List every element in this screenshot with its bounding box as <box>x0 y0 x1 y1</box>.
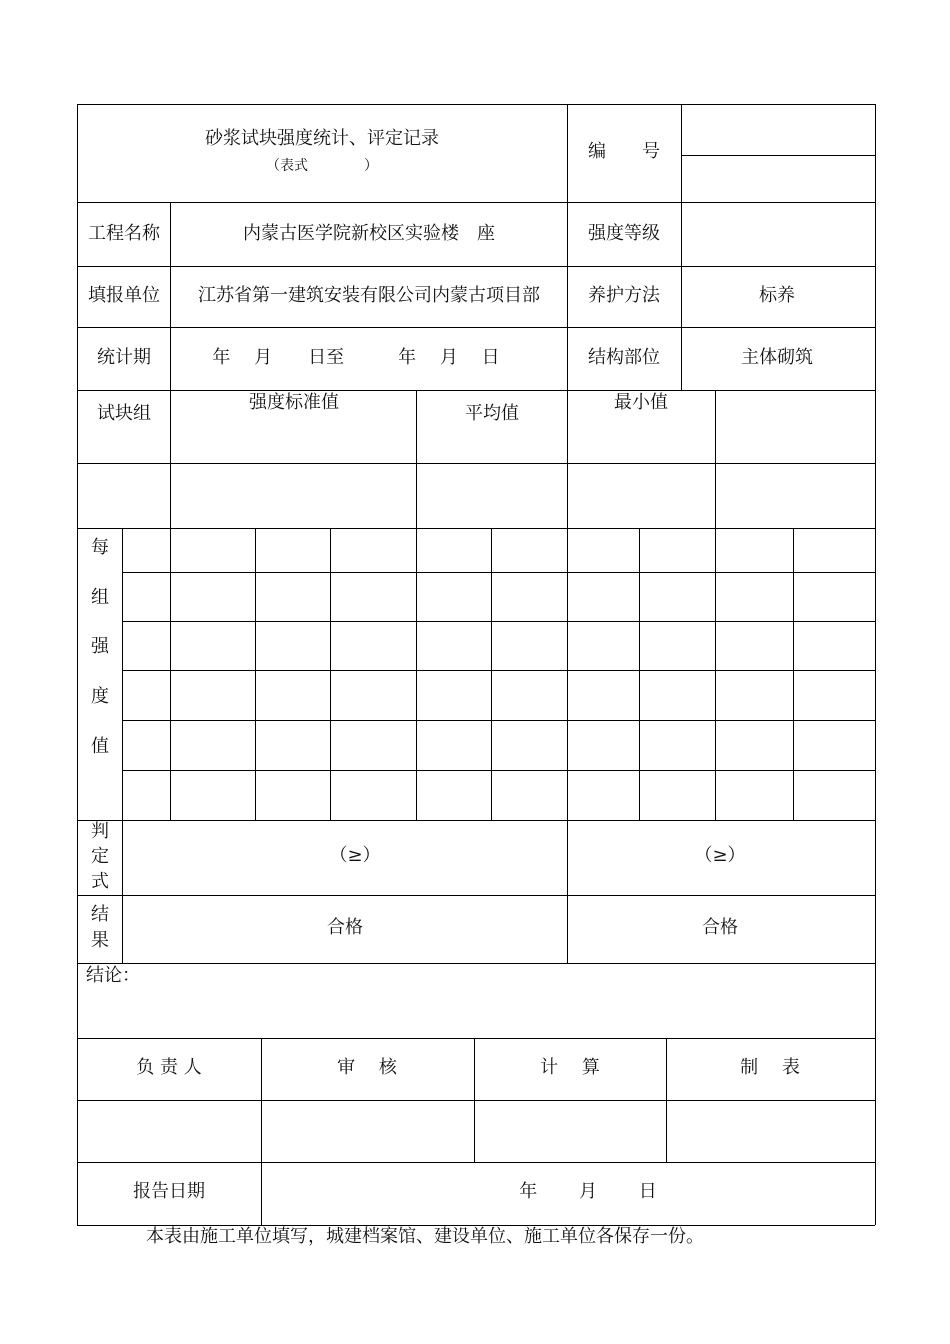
period-value: 年 月 日至 年 月 日 <box>212 347 500 368</box>
col-line <box>567 104 568 390</box>
row-line <box>77 202 875 203</box>
values-char: 每 <box>91 537 109 558</box>
period-label: 统计期 <box>97 347 151 368</box>
judgement-right: （≥） <box>694 845 746 866</box>
sign-col-line <box>666 1038 667 1162</box>
result-left: 合格 <box>327 917 363 938</box>
std-value-label: 强度标准值 <box>249 392 339 413</box>
col-line <box>416 390 417 528</box>
grid-col-line <box>491 528 492 820</box>
values-char: 度 <box>91 686 109 707</box>
form-title: 砂浆试块强度统计、评定记录 <box>205 128 439 149</box>
row-line <box>77 1100 875 1101</box>
col-line <box>567 390 568 528</box>
report-date-label: 报告日期 <box>133 1181 205 1202</box>
border-left <box>77 104 78 1225</box>
row-line <box>77 327 875 328</box>
row-line <box>77 528 875 529</box>
col-line <box>681 104 682 390</box>
row-line <box>77 1038 875 1039</box>
border-right <box>875 104 876 1225</box>
grid-row-line <box>122 720 875 721</box>
judgement-char: 定 <box>91 846 109 867</box>
tabulate-label: 制 表 <box>740 1057 800 1078</box>
grid-col-line <box>793 528 794 820</box>
grid-col-line <box>567 528 568 963</box>
grid-row-line <box>122 621 875 622</box>
group-label: 试块组 <box>97 403 151 424</box>
row-line <box>77 895 875 896</box>
sign-col-line <box>261 1038 262 1225</box>
conclusion-label: 结论： <box>86 965 140 986</box>
min-label: 最小值 <box>614 392 668 413</box>
reporter-value: 江苏省第一建筑安装有限公司内蒙古项目部 <box>198 285 540 306</box>
result-right: 合格 <box>702 917 738 938</box>
col-line <box>170 202 171 528</box>
values-char: 组 <box>91 587 109 608</box>
number-divider <box>681 155 875 156</box>
report-date-value: 年 月 日 <box>519 1181 657 1202</box>
values-char: 值 <box>91 736 109 757</box>
row-line <box>77 820 875 821</box>
values-char: 强 <box>91 636 109 657</box>
grid-col-line <box>170 528 171 820</box>
grid-col-line <box>330 528 331 820</box>
grid-col-line <box>255 528 256 820</box>
grid-col-line <box>122 528 123 963</box>
grid-col-line <box>715 528 716 820</box>
number-label: 编 号 <box>588 141 660 162</box>
grid-col-line <box>639 528 640 820</box>
row-line <box>77 390 875 391</box>
row-line <box>77 266 875 267</box>
sign-col-line <box>474 1038 475 1162</box>
border-top <box>77 104 875 105</box>
grid-row-line <box>122 670 875 671</box>
position-value: 主体砌筑 <box>741 347 813 368</box>
grade-label: 强度等级 <box>588 223 660 244</box>
position-label: 结构部位 <box>588 347 660 368</box>
footnote: 本表由施工单位填写，城建档案馆、建设单位、施工单位各保存一份。 <box>146 1226 704 1247</box>
avg-label: 平均值 <box>465 403 519 424</box>
curing-value: 标养 <box>759 285 795 306</box>
calc-label: 计 算 <box>540 1057 600 1078</box>
result-char: 结 <box>91 904 109 925</box>
col-line <box>715 390 716 528</box>
curing-label: 养护方法 <box>588 285 660 306</box>
row-line <box>77 963 875 964</box>
grid-row-line <box>122 572 875 573</box>
review-label: 审 核 <box>337 1057 397 1078</box>
project-name-label: 工程名称 <box>88 223 160 244</box>
form-subtitle: （表式 ） <box>266 158 378 174</box>
result-char: 果 <box>91 930 109 951</box>
judgement-char: 式 <box>91 871 109 892</box>
row-line <box>77 1162 875 1163</box>
grid-row-line <box>122 770 875 771</box>
judgement-char: 判 <box>91 821 109 842</box>
project-name-value: 内蒙古医学院新校区实验楼 座 <box>243 223 495 244</box>
judgement-left: （≥） <box>329 845 381 866</box>
row-line <box>77 463 875 464</box>
grid-col-line <box>416 528 417 820</box>
reporter-label: 填报单位 <box>88 285 160 306</box>
responsible-label: 负 责 人 <box>136 1057 202 1078</box>
